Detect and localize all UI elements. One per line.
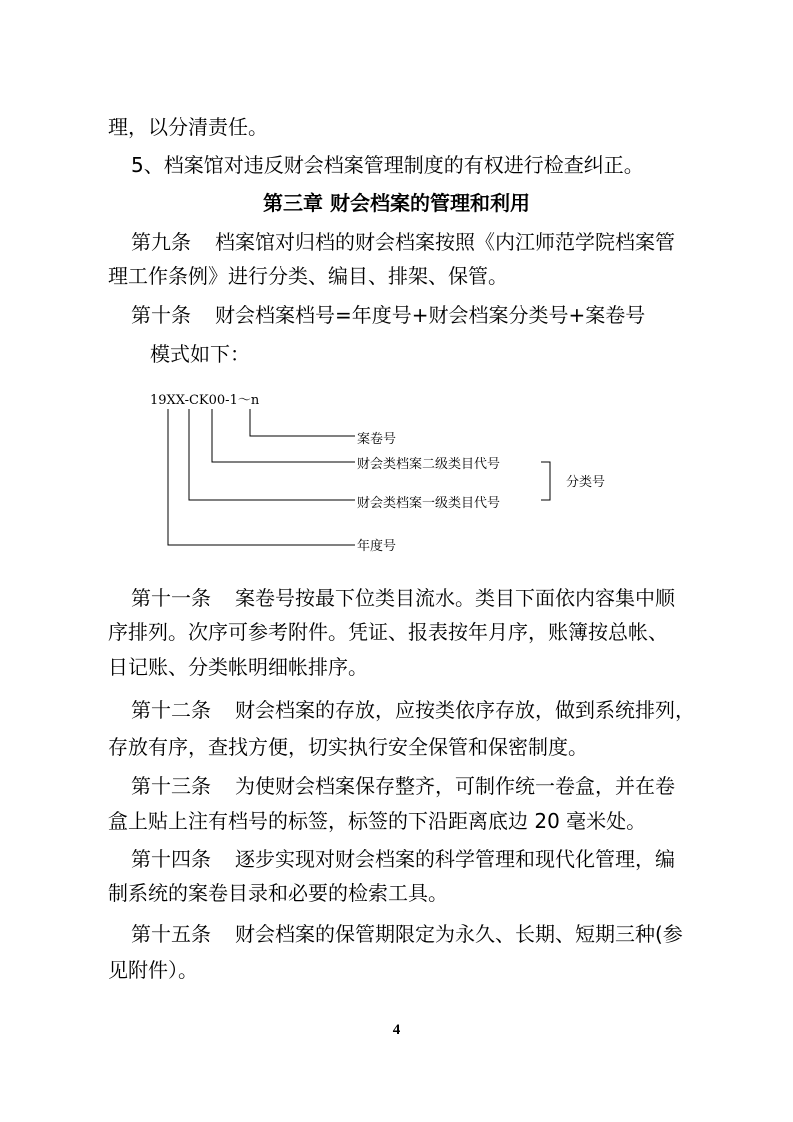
article-label: 第十二条 — [131, 698, 211, 722]
article-label: 第十条 — [131, 303, 191, 327]
article-text: 财会档案的保管期限定为永久、长期、短期三种(参 — [235, 922, 683, 946]
article-9-line-2: 理工作条例》进行分类、编目、排架、保管。 — [108, 264, 508, 288]
label-level1: 财会类档案一级类目代号 — [357, 496, 501, 511]
page-number: 4 — [392, 1022, 401, 1038]
article-14-line-1 — [131, 845, 731, 873]
article-15-line-1 — [131, 920, 731, 948]
article-text: 逐步实现对财会档案的科学管理和现代化管理，编 — [235, 847, 675, 871]
article-text: 案卷号按最下位类目流水。类目下面依内容集中顺 — [235, 586, 675, 610]
label-year: 年度号 — [357, 539, 397, 554]
article-label: 第九条 — [131, 230, 191, 254]
article-label: 第十四条 — [131, 847, 211, 871]
label-class: 分类号 — [566, 475, 606, 490]
article-text: 财会档案档号=年度号+财会档案分类号+案卷号 — [215, 303, 646, 327]
label-level2: 财会类档案二级类目代号 — [357, 457, 501, 472]
article-15-line-2: 见附件）。 — [108, 958, 198, 982]
article-label: 第十三条 — [131, 774, 211, 798]
article-11-line-3: 日记账、分类帐明细帐排序。 — [108, 655, 368, 679]
article-13-line-1 — [131, 772, 731, 800]
article-11-line-2: 序排列。次序可参考附件。凭证、报表按年月序，账簿按总帐、 — [108, 620, 668, 644]
article-label: 第十五条 — [131, 922, 211, 946]
article-12-line-2: 存放有序，查找方便，切实执行安全保管和保密制度。 — [108, 735, 588, 759]
mode-line: 模式如下： — [150, 342, 250, 366]
article-text: 档案馆对归档的财会档案按照《内江师范学院档案管 — [215, 230, 675, 254]
article-14-line-2: 制系统的案卷目录和必要的检索工具。 — [108, 881, 448, 905]
paragraph-line: 5、档案馆对违反财会档案管理制度的有权进行检查纠正。 — [131, 153, 644, 177]
label-volume: 案卷号 — [357, 432, 397, 447]
article-text: 为使财会档案保存整齐，可制作统一卷盒，并在卷 — [235, 774, 675, 798]
chapter-title: 第三章 财会档案的管理和利用 — [263, 191, 530, 215]
code-format-text: 19XX-CK00-1～n — [150, 393, 260, 408]
article-label: 第十一条 — [131, 586, 211, 610]
article-11-line-1 — [131, 584, 731, 612]
article-13-line-2: 盒上贴上注有档号的标签，标签的下沿距离底边 20 毫米处。 — [108, 809, 647, 833]
article-12-line-1 — [131, 696, 731, 724]
paragraph-line: 理，以分清责任。 — [108, 115, 268, 139]
article-text: 财会档案的存放，应按类依序存放，做到系统排列， — [235, 698, 695, 722]
